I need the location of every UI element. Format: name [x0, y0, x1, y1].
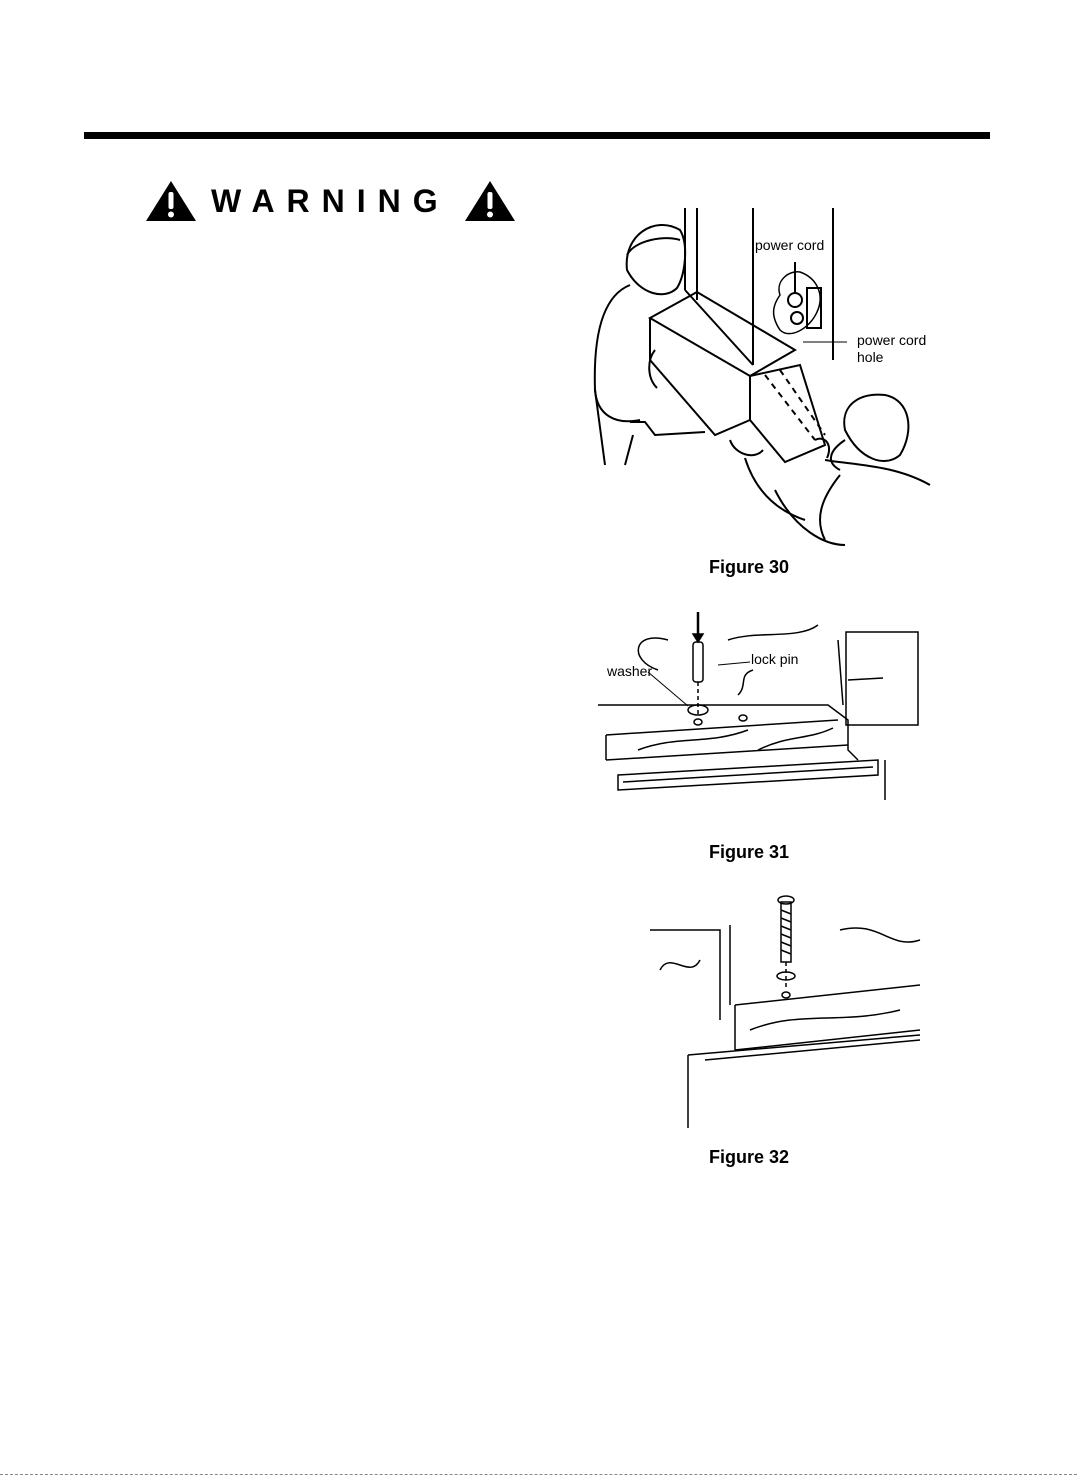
power-cord-label: power cord — [755, 237, 825, 253]
figure-30-illustration — [585, 200, 945, 550]
power-cord-hole-label-line1: power cord — [857, 332, 927, 348]
warning-title: WARNING — [211, 182, 450, 219]
power-cord-hole-label-line2: hole — [857, 349, 884, 365]
screw-cabinet-drawing — [650, 896, 920, 1128]
lock-pin-label: lock pin — [751, 651, 799, 667]
right-warning-triangle-icon — [464, 180, 516, 222]
figure-32-caption: Figure 32 — [709, 1147, 790, 1167]
lock-pin-cabinet-drawing — [598, 612, 918, 800]
figure-30-caption: Figure 30 — [709, 557, 790, 577]
top-rule — [84, 132, 990, 139]
installer-and-oven-drawing — [595, 208, 930, 545]
figure-32-illustration — [640, 890, 925, 1135]
washer-label: washer — [607, 663, 653, 679]
figure-31-illustration — [598, 610, 928, 805]
left-warning-triangle-icon — [145, 180, 197, 222]
warning-banner — [145, 180, 516, 222]
figure-31-caption: Figure 31 — [709, 842, 790, 862]
